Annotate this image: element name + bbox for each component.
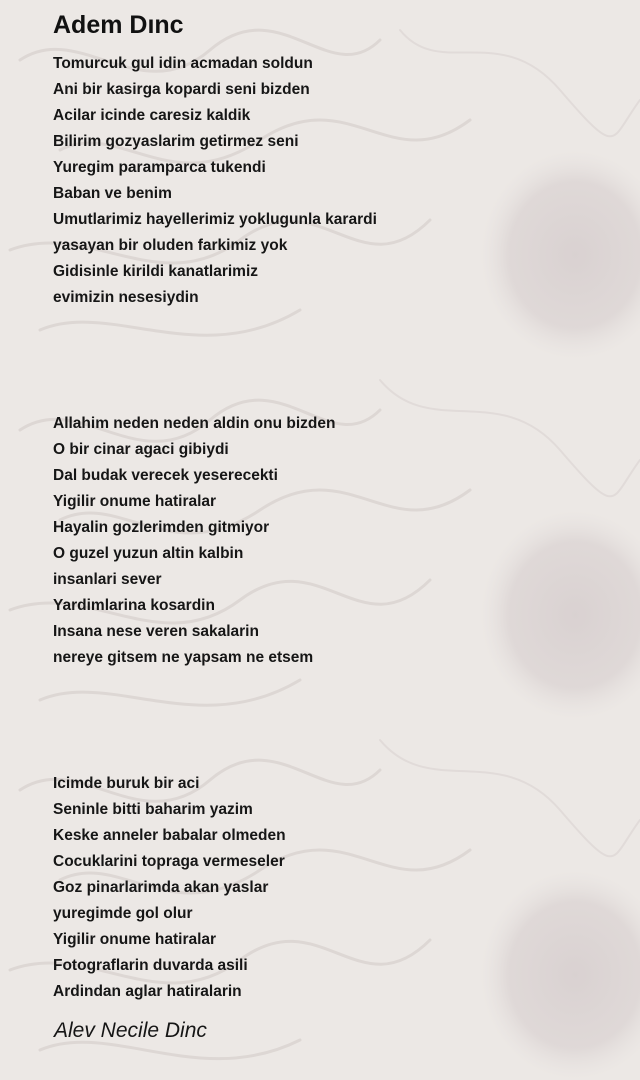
poem-author: Alev Necile Dinc [54, 1019, 207, 1042]
poem-line: O bir cinar agaci gibiydi [53, 441, 229, 458]
poem-line: Yardimlarina kosardin [53, 597, 215, 614]
poem-line: Hayalin gozlerimden gitmiyor [53, 519, 270, 536]
poem-line: Icimde buruk bir aci [53, 775, 200, 792]
poem-line: insanlari sever [53, 571, 162, 588]
poem-line: Ani bir kasirga kopardi seni bizden [53, 81, 310, 98]
poem-line: Ardindan aglar hatiralarin [53, 983, 242, 1000]
poem-line: Baban ve benim [53, 185, 172, 202]
poem-line: Acilar icinde caresiz kaldik [53, 107, 251, 124]
poem-line: evimizin nesesiydin [53, 289, 199, 306]
stanza-1 [53, 51, 377, 311]
poem-line: Fotograflarin duvarda asili [53, 957, 248, 974]
poem-line: Keske anneler babalar olmeden [53, 827, 286, 844]
poem-line: Seninle bitti baharim yazim [53, 801, 253, 818]
poem-title: Adem Dınc [53, 11, 184, 39]
poem-line: yuregimde gol olur [53, 905, 193, 922]
poem-line: Yigilir onume hatiralar [53, 493, 217, 510]
poem-line: Dal budak verecek yeserecekti [53, 467, 278, 484]
stanza-3 [53, 771, 286, 1005]
poem-line: O guzel yuzun altin kalbin [53, 545, 244, 562]
poem-line: Bilirim gozyaslarim getirmez seni [53, 133, 299, 150]
poem-line: nereye gitsem ne yapsam ne etsem [53, 649, 314, 666]
poem-line: Allahim neden neden aldin onu bizden [53, 415, 336, 432]
poem-line: Umutlarimiz hayellerimiz yoklugunla karardi [53, 211, 377, 228]
poem-line: Goz pinarlarimda akan yaslar [53, 879, 269, 896]
poem-line: Yuregim paramparca tukendi [53, 159, 266, 176]
poem-line: yasayan bir oluden farkimiz yok [53, 237, 288, 254]
poem-line: Yigilir onume hatiralar [53, 931, 217, 948]
poem-line: Cocuklarini topraga vermeseler [53, 853, 285, 870]
stanza-2 [53, 411, 335, 671]
poem-line: Tomurcuk gul idin acmadan soldun [53, 55, 313, 72]
poem-line: Gidisinle kirildi kanatlarimiz [53, 263, 259, 280]
poem-line: Insana nese veren sakalarin [53, 623, 259, 640]
